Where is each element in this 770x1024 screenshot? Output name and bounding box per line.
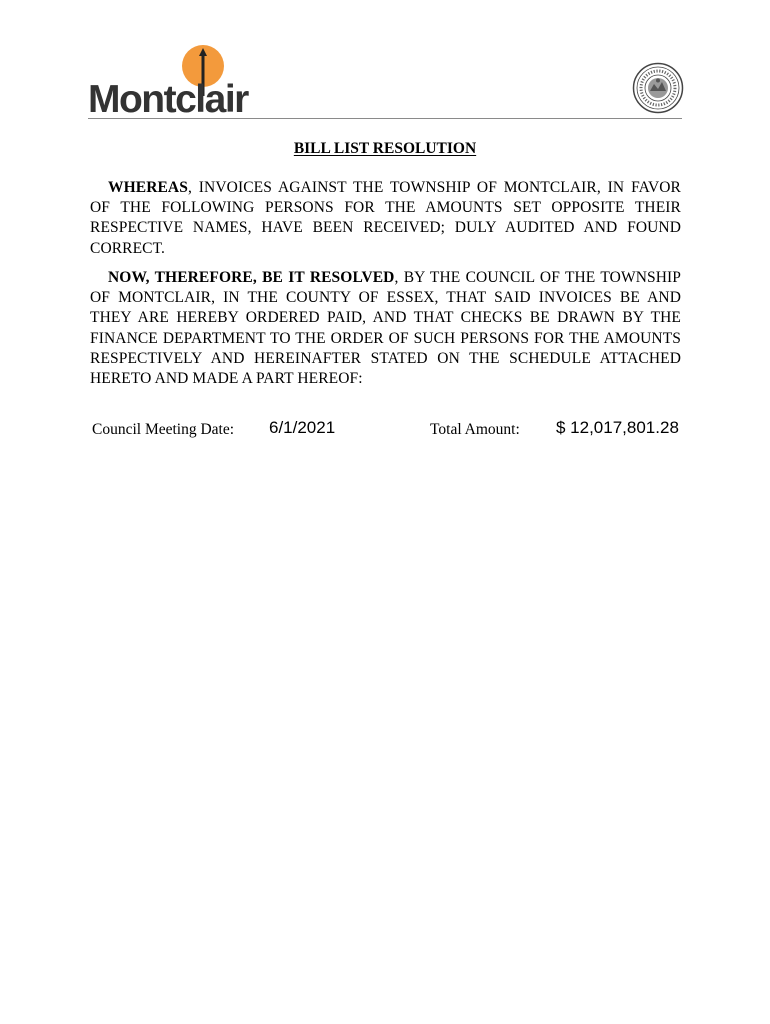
logo-graphic: [88, 44, 253, 118]
seal-icon: [632, 62, 684, 114]
resolved-body: , BY THE COUNCIL OF THE TOWNSHIP OF MONTCLAIR, IN THE COUNTY OF ESSEX, THAT SAID INVOICES BE AND THEY ARE HEREBY ORDERED PAID, AND THAT CHECKS BE DRAWN BY THE FINANCE DEPARTMENT TO THE ORDER OF SUCH PERSONS FOR THE AMOUNTS RESPECTIVELY AND HEREINAFTER STATED ON THE SCHEDULE ATTACHED HERETO AND MADE A PART HEREOF:: [90, 269, 681, 388]
logo-wordmark: Montclair: [88, 78, 248, 118]
township-seal: [632, 62, 684, 114]
whereas-lead: WHEREAS: [108, 179, 188, 196]
total-amount-label: Total Amount:: [430, 421, 520, 438]
resolved-lead: NOW, THEREFORE, BE IT RESOLVED: [108, 269, 395, 286]
whereas-body: , INVOICES AGAINST THE TOWNSHIP OF MONTCLAIR, IN FAVOR OF THE FOLLOWING PERSONS FOR THE AMOUNTS SET OPPOSITE THEIR RESPECTIVE NAMES, HAVE BEEN RECEIVED; DULY AUDITED AND FOUND CORRECT.: [90, 179, 681, 257]
meeting-date-value: 6/1/2021: [269, 418, 336, 437]
header-divider: [88, 118, 682, 119]
meeting-date-label: Council Meeting Date:: [92, 421, 235, 438]
resolved-paragraph: [90, 268, 681, 389]
total-amount-value: $ 12,017,801.28: [556, 418, 679, 437]
whereas-paragraph: [90, 178, 681, 259]
document-title: BILL LIST RESOLUTION: [293, 140, 477, 157]
montclair-logo: [88, 44, 253, 118]
